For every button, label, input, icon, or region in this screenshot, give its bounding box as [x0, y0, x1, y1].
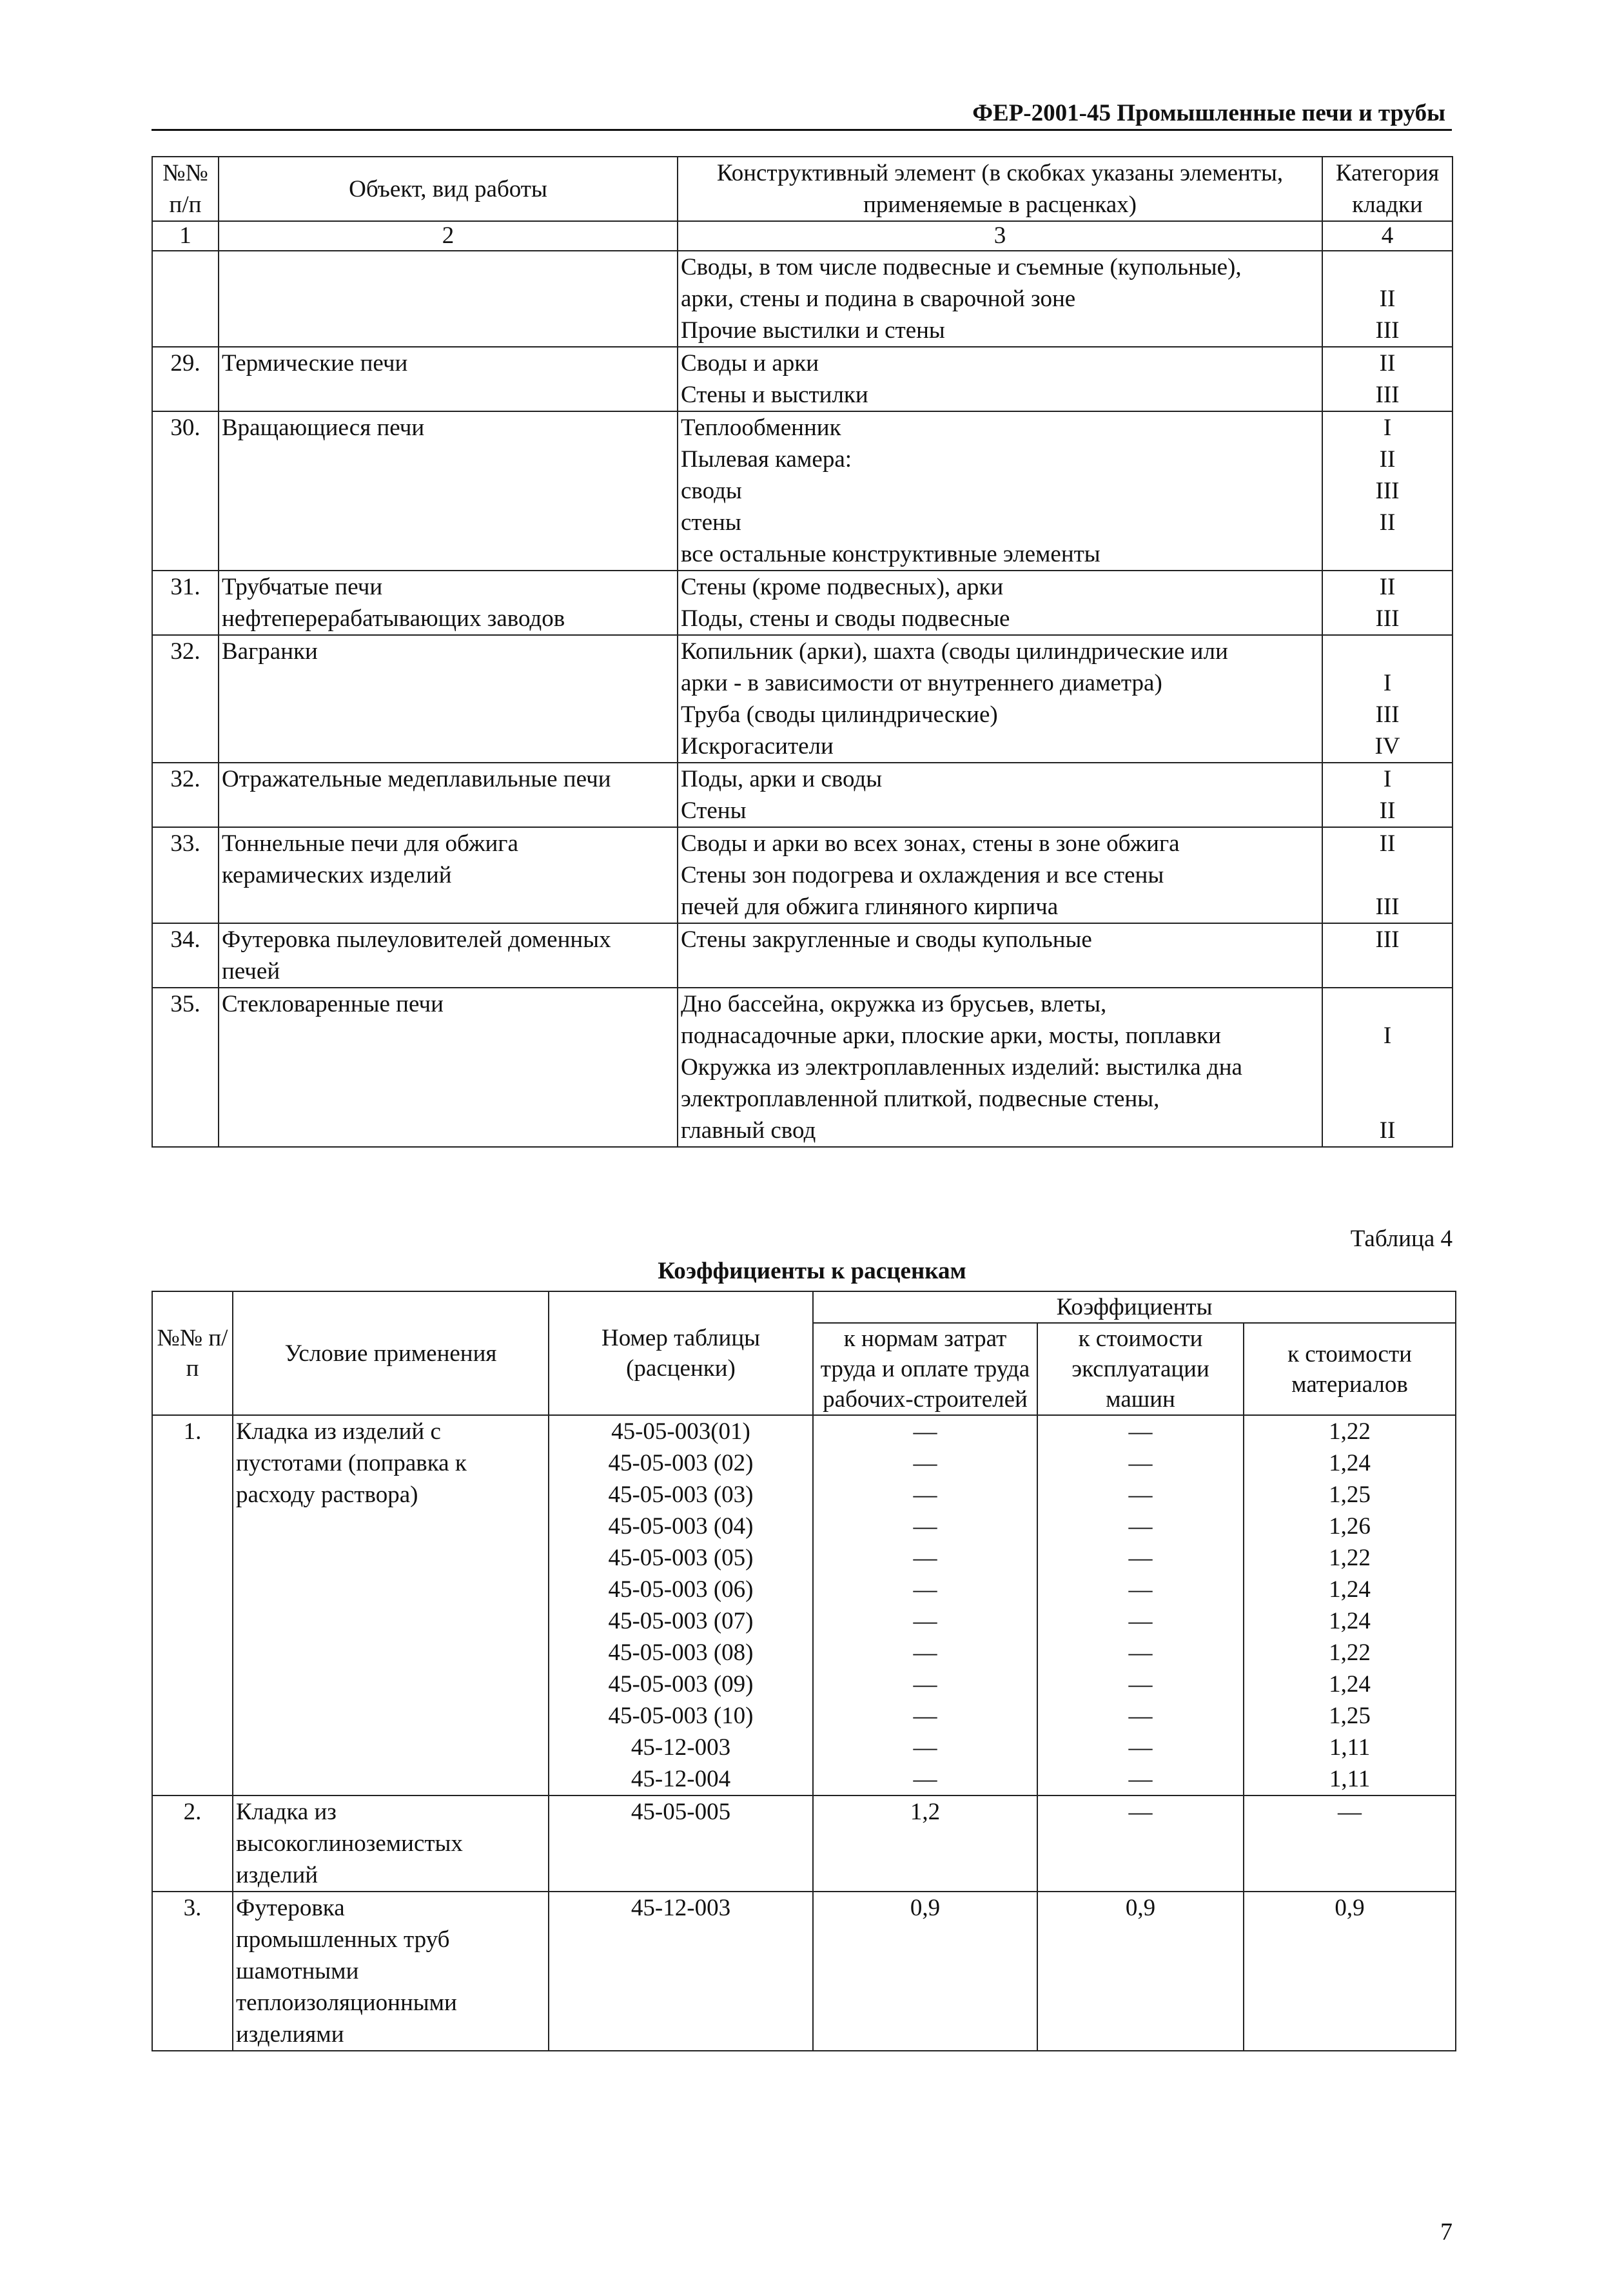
table-number: 45-05-003 (09) [608, 1671, 754, 1698]
condition-line: промышленных труб [236, 1926, 450, 1953]
table-number: 45-05-003 (03) [608, 1482, 754, 1508]
category-value: III [1375, 701, 1400, 728]
material-coefficient-cell [1244, 1795, 1456, 1892]
element-line: Труба (своды цилиндрические) [681, 701, 998, 728]
category-value: II [1379, 446, 1396, 473]
condition-line: шамотными [236, 1958, 359, 1984]
machine-coefficient: — [1128, 1671, 1153, 1698]
header-num: №№ п/п [152, 157, 219, 221]
material-coefficient: 0,9 [1335, 1895, 1365, 1921]
table-number: 45-05-003 (06) [608, 1576, 754, 1603]
table-number: 45-12-004 [631, 1766, 731, 1792]
row-number: 32. [152, 635, 219, 763]
object-line: Вращающиеся печи [222, 415, 425, 441]
element-line: Стены зон подогрева и охлаждения и все стены [681, 862, 1164, 888]
machine-coefficient: — [1128, 1608, 1153, 1634]
table-number: 45-05-003 (04) [608, 1513, 754, 1540]
column-number-row [152, 221, 1453, 251]
object-cell [219, 347, 678, 411]
object-cell [219, 827, 678, 923]
element-cell [678, 923, 1322, 988]
condition-line: изделиями [236, 2021, 344, 2048]
labor-coefficient: — [913, 1418, 937, 1445]
spacer [1326, 1052, 1449, 1083]
table-number-cell [549, 1415, 813, 1795]
object-line: Термические печи [222, 350, 408, 377]
header-materials: к стоимости материалов [1244, 1323, 1456, 1415]
element-line: Копильник (арки), шахта (своды цилиндрические или [681, 638, 1228, 665]
category-cell [1322, 923, 1453, 988]
element-line: Искрогасители [681, 733, 834, 759]
element-cell [678, 827, 1322, 923]
object-line: керамических изделий [222, 862, 452, 888]
element-cell [678, 347, 1322, 411]
machine-coefficient: — [1128, 1513, 1153, 1540]
element-line: Дно бассейна, окружка из брусьев, влеты, [681, 991, 1107, 1017]
element-line: Стены и выстилки [681, 382, 868, 408]
table-row [152, 1892, 1456, 2051]
element-line: печей для обжига глиняного кирпича [681, 894, 1059, 920]
header-machines: к стоимости эксплуатации машин [1037, 1323, 1244, 1415]
material-coefficient-cell [1244, 1892, 1456, 2051]
machine-coefficient: 0,9 [1125, 1895, 1156, 1921]
header-labor: к нормам затрат труда и оплате труда рабочих-строителей [813, 1323, 1037, 1415]
labor-coefficient: — [913, 1482, 937, 1508]
row-number: 2. [152, 1795, 233, 1892]
document-title: ФЕР-2001-45 Промышленные печи и трубы [972, 100, 1445, 126]
machine-coefficient: — [1128, 1418, 1153, 1445]
row-number: 34. [152, 923, 219, 988]
object-line: Футеровка пылеуловителей доменных [222, 926, 611, 953]
labor-coefficient: — [913, 1766, 937, 1792]
condition-cell [233, 1415, 549, 1795]
material-coefficient: 1,11 [1329, 1766, 1371, 1792]
column-number: 1 [152, 221, 219, 251]
element-line: Стены [681, 797, 747, 824]
object-line: печей [222, 958, 280, 984]
element-line: арки, стены и подина в сварочной зоне [681, 286, 1076, 312]
element-line: своды [681, 478, 742, 504]
labor-coefficient-cell [813, 1795, 1037, 1892]
table-row [152, 923, 1453, 988]
table-row [152, 763, 1453, 827]
header-table-no: Номер таблицы (расценки) [549, 1291, 813, 1415]
element-line: арки - в зависимости от внутреннего диаметра) [681, 670, 1162, 696]
object-cell [219, 923, 678, 988]
condition-line: Кладка из изделий с [236, 1418, 441, 1445]
material-coefficient: 1,24 [1329, 1671, 1371, 1698]
masonry-category-table [152, 156, 1453, 1148]
labor-coefficient-cell [813, 1415, 1037, 1795]
table-header-row [152, 157, 1453, 221]
material-coefficient: 1,22 [1329, 1639, 1371, 1666]
condition-line: Футеровка [236, 1895, 345, 1921]
machine-coefficient-cell [1037, 1892, 1244, 2051]
labor-coefficient: 1,2 [910, 1799, 941, 1825]
machine-coefficient: — [1128, 1703, 1153, 1729]
row-number: 1. [152, 1415, 233, 1795]
object-line: Вагранки [222, 638, 318, 665]
coefficients-table [152, 1291, 1456, 2051]
element-line: Стены закругленные и своды купольные [681, 926, 1092, 953]
category-cell [1322, 827, 1453, 923]
header-category: Категория кладки [1322, 157, 1453, 221]
element-line: Поды, арки и своды [681, 766, 883, 792]
column-number: 2 [219, 221, 678, 251]
element-line: Своды, в том числе подвесные и съемные (купольные), [681, 254, 1242, 280]
element-line: поднасадочные арки, плоские арки, мосты, поплавки [681, 1022, 1221, 1049]
row-number: 29. [152, 347, 219, 411]
table-number: 45-05-003 (07) [608, 1608, 754, 1634]
column-number: 4 [1322, 221, 1453, 251]
table-row [152, 1415, 1456, 1795]
category-cell [1322, 251, 1453, 347]
category-cell [1322, 347, 1453, 411]
table-row [152, 571, 1453, 635]
material-coefficient: 1,22 [1329, 1545, 1371, 1571]
header-element: Конструктивный элемент (в скобках указаны элементы, применяемые в расценках) [678, 157, 1322, 221]
table-row [152, 635, 1453, 763]
spacer [1326, 1083, 1449, 1115]
category-value: II [1379, 350, 1396, 377]
element-cell [678, 251, 1322, 347]
category-value: I [1383, 766, 1392, 792]
labor-coefficient: — [913, 1545, 937, 1571]
category-value: III [1375, 926, 1400, 953]
header-object: Объект, вид работы [219, 157, 678, 221]
table1-body [152, 251, 1453, 1147]
labor-coefficient: 0,9 [910, 1895, 941, 1921]
material-coefficient: 1,22 [1329, 1418, 1371, 1445]
table-number: 45-05-005 [631, 1799, 731, 1825]
labor-coefficient: — [913, 1671, 937, 1698]
element-cell [678, 571, 1322, 635]
element-line: Окружка из электроплавленных изделий: выстилка дна [681, 1054, 1242, 1081]
element-line: электроплавленной плиткой, подвесные стены, [681, 1086, 1160, 1112]
element-line: главный свод [681, 1117, 816, 1144]
machine-coefficient-cell [1037, 1795, 1244, 1892]
material-coefficient: 1,11 [1329, 1734, 1371, 1761]
condition-cell [233, 1892, 549, 2051]
table-row [152, 251, 1453, 347]
category-value: II [1379, 830, 1396, 857]
category-cell [1322, 763, 1453, 827]
category-value: II [1379, 797, 1396, 824]
category-value: III [1375, 894, 1400, 920]
table-number-cell [549, 1795, 813, 1892]
element-line: Поды, стены и своды подвесные [681, 605, 1010, 632]
object-cell [219, 763, 678, 827]
element-line: Теплообменник [681, 415, 841, 441]
element-cell [678, 411, 1322, 571]
object-cell [219, 411, 678, 571]
table-number: 45-05-003(01) [611, 1418, 750, 1445]
material-coefficient-cell [1244, 1415, 1456, 1795]
element-line: Пылевая камера: [681, 446, 852, 473]
category-cell [1322, 571, 1453, 635]
condition-line: теплоизоляционными [236, 1990, 457, 2016]
table-number: 45-05-003 (08) [608, 1639, 754, 1666]
category-value: III [1375, 605, 1400, 632]
condition-line: расходу раствора) [236, 1482, 418, 1508]
object-cell [219, 251, 678, 347]
category-value: II [1379, 509, 1396, 536]
machine-coefficient: — [1128, 1545, 1153, 1571]
element-cell [678, 763, 1322, 827]
row-number: 35. [152, 988, 219, 1147]
condition-line: изделий [236, 1862, 318, 1888]
labor-coefficient: — [913, 1734, 937, 1761]
object-line: Тоннельные печи для обжига [222, 830, 518, 857]
category-value: I [1383, 670, 1392, 696]
condition-cell [233, 1795, 549, 1892]
labor-coefficient: — [913, 1608, 937, 1634]
labor-coefficient: — [913, 1703, 937, 1729]
category-value: II [1379, 574, 1396, 600]
object-line: нефтеперерабатывающих заводов [222, 605, 565, 632]
element-line: стены [681, 509, 741, 536]
table-number: 45-05-003 (05) [608, 1545, 754, 1571]
page-number: 7 [1440, 2218, 1453, 2246]
material-coefficient: 1,24 [1329, 1450, 1371, 1476]
table-label: Таблица 4 [1350, 1226, 1453, 1252]
column-number: 3 [678, 221, 1322, 251]
table-number: 45-05-003 (02) [608, 1450, 754, 1476]
row-number [152, 251, 219, 347]
category-value: III [1375, 317, 1400, 344]
element-line: Прочие выстилки и стены [681, 317, 945, 344]
table2-body [152, 1415, 1456, 2051]
object-line: Стекловаренные печи [222, 991, 444, 1017]
category-value: I [1383, 1022, 1392, 1049]
material-coefficient: 1,25 [1329, 1703, 1371, 1729]
machine-coefficient: — [1128, 1576, 1153, 1603]
category-cell [1322, 988, 1453, 1147]
spacer [1326, 988, 1449, 1020]
labor-coefficient: — [913, 1513, 937, 1540]
material-coefficient: — [1338, 1799, 1362, 1825]
element-line: Своды и арки [681, 350, 819, 377]
header-condition: Условие применения [233, 1291, 549, 1415]
element-line: все остальные конструктивные элементы [681, 541, 1101, 567]
category-value: III [1375, 478, 1400, 504]
object-cell [219, 571, 678, 635]
machine-coefficient: — [1128, 1482, 1153, 1508]
condition-line: пустотами (поправка к [236, 1450, 467, 1476]
header-num: №№ п/п [152, 1291, 233, 1415]
spacer [1326, 859, 1449, 891]
table-number: 45-12-003 [631, 1734, 731, 1761]
page-header [152, 97, 1452, 131]
element-line: Стены (кроме подвесных), арки [681, 574, 1004, 600]
table-row [152, 347, 1453, 411]
machine-coefficient: — [1128, 1450, 1153, 1476]
object-line: Отражательные медеплавильные печи [222, 766, 611, 792]
row-number: 33. [152, 827, 219, 923]
spacer [1326, 251, 1449, 283]
object-cell [219, 635, 678, 763]
table-header-row [152, 1291, 1456, 1323]
category-cell [1322, 411, 1453, 571]
condition-line: высокоглиноземистых [236, 1830, 463, 1857]
table-number: 45-05-003 (10) [608, 1703, 754, 1729]
category-value: I [1383, 415, 1392, 441]
table-row [152, 1795, 1456, 1892]
table-row [152, 411, 1453, 571]
category-value: IV [1375, 733, 1400, 759]
category-value: II [1379, 1117, 1396, 1144]
header-coefficients: Коэффициенты [813, 1291, 1456, 1323]
machine-coefficient: — [1128, 1766, 1153, 1792]
element-cell [678, 635, 1322, 763]
table-row [152, 988, 1453, 1147]
labor-coefficient: — [913, 1450, 937, 1476]
table-number: 45-12-003 [631, 1895, 731, 1921]
element-cell [678, 988, 1322, 1147]
machine-coefficient: — [1128, 1799, 1153, 1825]
table-title: Коэффициенты к расценкам [658, 1258, 966, 1284]
material-coefficient: 1,24 [1329, 1608, 1371, 1634]
row-number: 30. [152, 411, 219, 571]
object-cell [219, 988, 678, 1147]
table-row [152, 827, 1453, 923]
condition-line: Кладка из [236, 1799, 337, 1825]
material-coefficient: 1,24 [1329, 1576, 1371, 1603]
table-number-cell [549, 1892, 813, 2051]
spacer [1326, 636, 1449, 667]
labor-coefficient: — [913, 1576, 937, 1603]
object-line: Трубчатые печи [222, 574, 383, 600]
row-number: 32. [152, 763, 219, 827]
element-line: Своды и арки во всех зонах, стены в зоне обжига [681, 830, 1180, 857]
machine-coefficient: — [1128, 1734, 1153, 1761]
material-coefficient: 1,26 [1329, 1513, 1371, 1540]
machine-coefficient: — [1128, 1639, 1153, 1666]
labor-coefficient: — [913, 1639, 937, 1666]
row-number: 3. [152, 1892, 233, 2051]
row-number: 31. [152, 571, 219, 635]
category-value: III [1375, 382, 1400, 408]
category-cell [1322, 635, 1453, 763]
category-value: II [1379, 286, 1396, 312]
machine-coefficient-cell [1037, 1415, 1244, 1795]
material-coefficient: 1,25 [1329, 1482, 1371, 1508]
labor-coefficient-cell [813, 1892, 1037, 2051]
